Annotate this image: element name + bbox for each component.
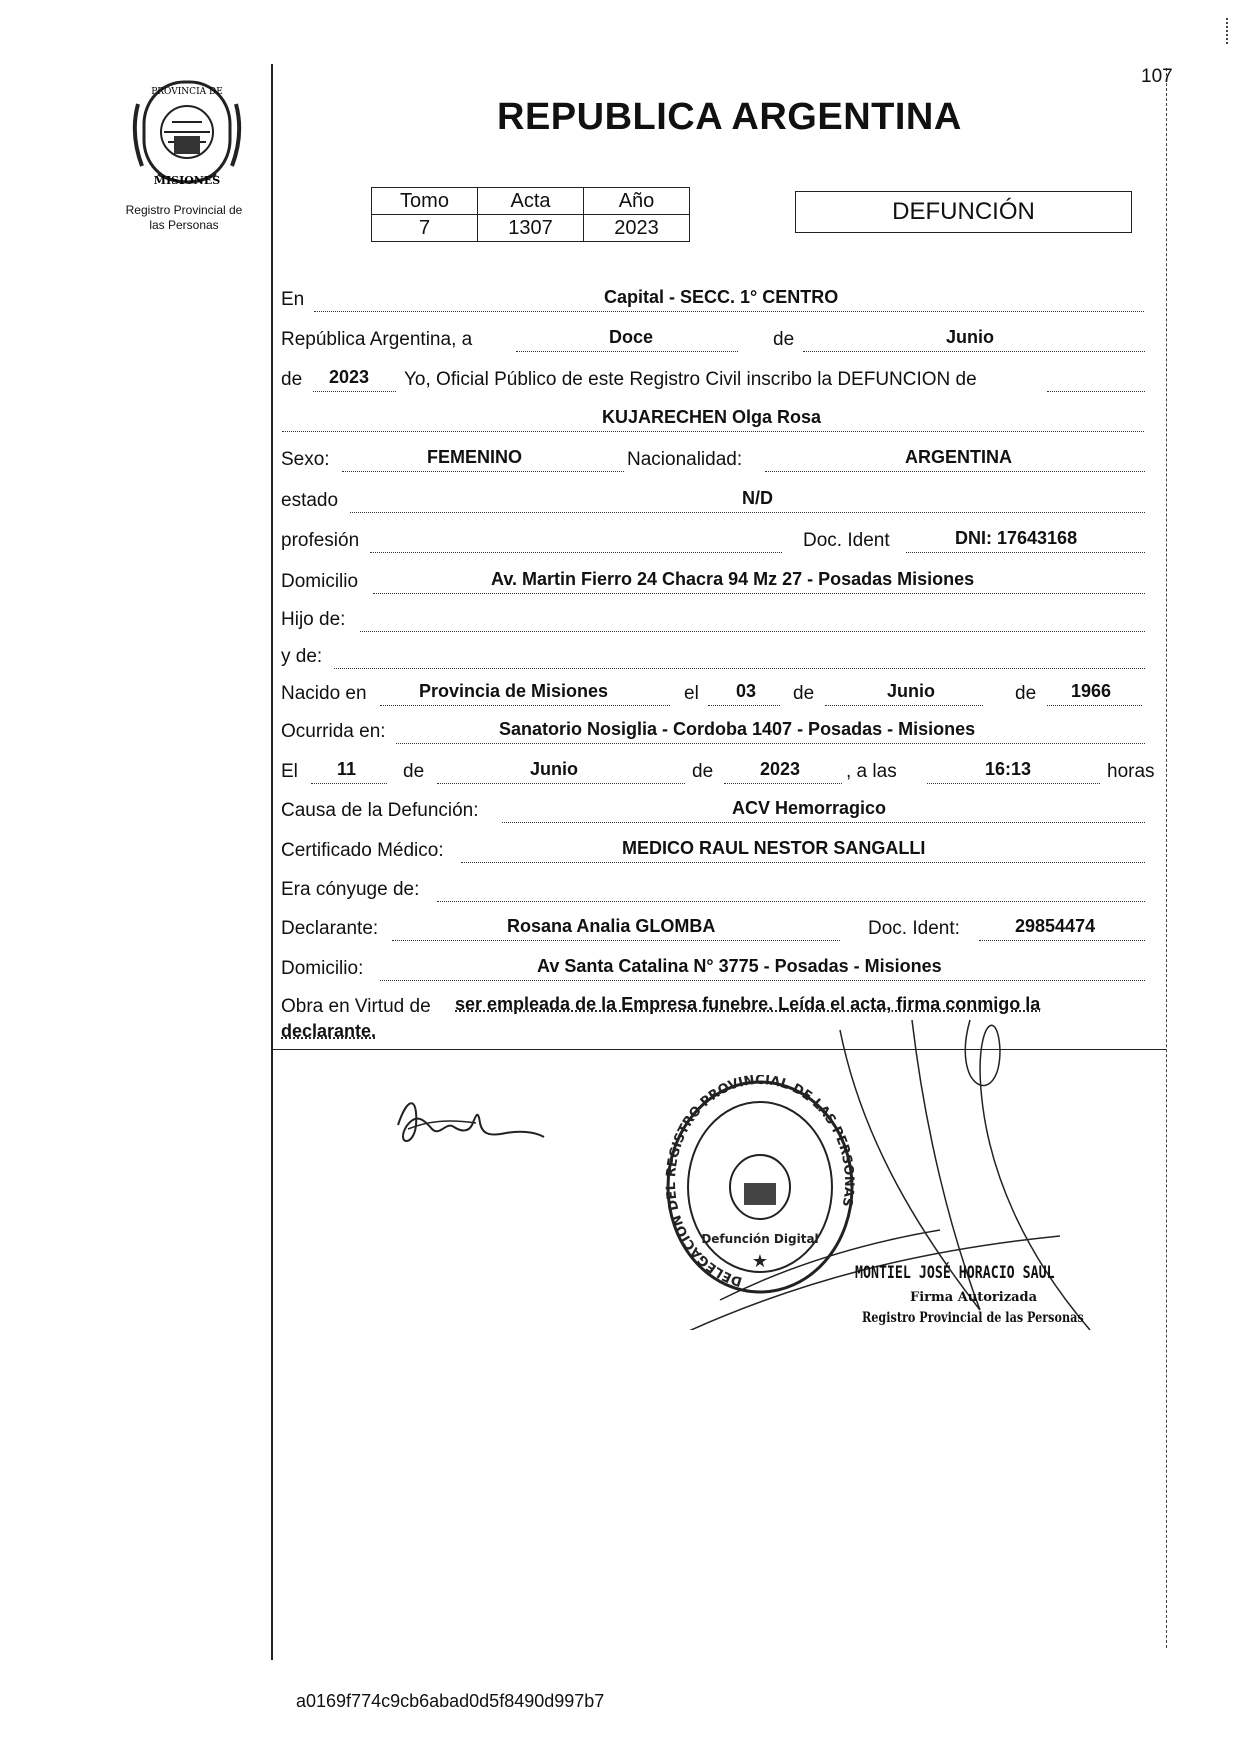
causa-value: ACV Hemorragico [732,798,887,818]
dotline [282,431,1144,432]
deceased-name: KUJARECHEN Olga Rosa [602,407,822,427]
record-table [371,187,690,242]
dotline [334,668,1145,669]
document-title: REPUBLICA ARGENTINA [497,96,962,138]
doc-ident2-label: Doc. Ident: [868,918,960,939]
document-hash: a0169f774c9cb6abad0d5f8490d997b7 [296,1691,605,1711]
declarante-label: Declarante: [281,918,379,939]
declarant-signature [388,1085,548,1165]
dotline [311,783,387,784]
official-role: Firma Autorizada [910,1290,1038,1305]
doc-ident-label: Doc. Ident [803,530,890,551]
registry-caption [104,203,264,233]
birth-day-value: 03 [736,681,757,701]
dotline [803,351,1145,352]
day-words-value: Doce [609,327,654,347]
dotline [437,901,1145,902]
dotline [502,822,1145,823]
dotline [370,552,782,553]
dotline [342,471,624,472]
de-label-6: de [692,761,714,782]
hijo-de-label: Hijo de: [281,609,346,630]
place-value: Capital - SECC. 1° CENTRO [604,287,839,307]
domicilio2-value: Av Santa Catalina N° 3775 - Posadas - Misiones [537,956,942,976]
dotline [1047,705,1142,706]
dotline [373,593,1145,594]
doc-ident-value: DNI: 17643168 [955,528,1078,548]
sexo-label: Sexo: [281,449,330,470]
seal-top-text: PROVINCIA DE [151,87,223,97]
month-value: Junio [946,327,994,347]
dotline [708,705,780,706]
record-header-tomo: Tomo [372,188,478,215]
conyuge-label: Era cónyuge de: [281,879,420,900]
province-seal-logo [128,74,246,194]
dotline [360,631,1145,632]
page-number: 107 [1141,66,1173,87]
ocurrida-label: Ocurrida en: [281,721,386,742]
ocurrida-en-value: Sanatorio Nosiglia - Cordoba 1407 - Posadas - Misiones [499,719,976,739]
official-office: Registro Provincial de las Personas [862,1310,1084,1326]
nacionalidad-label: Nacionalidad: [627,449,743,470]
certificado-value: MEDICO RAUL NESTOR SANGALLI [622,838,926,858]
birth-month-value: Junio [887,681,935,701]
dotline [380,980,1145,981]
stamp-inner-text: Defunción Digital [701,1232,819,1246]
inscribe-text: Yo, Oficial Público de este Registro Civil inscribo la DEFUNCION de [404,369,977,390]
a-las-label: , a las [846,761,897,782]
dotline [437,783,685,784]
de-label-3: de [793,683,815,704]
nacido-label: Nacido en [281,683,367,704]
seal-bottom-text: MISIONES [153,174,221,187]
dotline [825,705,983,706]
horas-label: horas [1107,761,1155,782]
declarante-value: Rosana Analia GLOMBA [507,916,716,936]
domicilio2-label: Domicilio: [281,958,364,979]
record-type-box: DEFUNCIÓN [795,191,1132,233]
dotline [313,391,396,392]
record-value-anio: 2023 [584,215,690,242]
obra-label: Obra en Virtud de [281,996,431,1017]
dotline [396,743,1145,744]
registry-caption-line1: Registro Provincial de [125,203,243,217]
nacionalidad-value: ARGENTINA [905,447,1012,467]
death-time-value: 16:13 [985,759,1032,779]
dotline [724,783,842,784]
obra-text-1: ser empleada de la Empresa funebre. Leída el acta, firma conmigo la [455,994,1041,1014]
record-value-tomo: 7 [372,215,478,242]
estado-label: estado [281,490,339,511]
dotline [765,471,1145,472]
record-header-anio: Año [584,188,690,215]
record-header-acta: Acta [478,188,584,215]
dotline [906,552,1145,553]
y-de-label: y de: [281,646,323,667]
dotline [979,940,1145,941]
death-month-value: Junio [530,759,578,779]
sexo-value: FEMENINO [427,447,523,467]
stamp-ring-text: DELEGACION DEL REGISTRO PROVINCIAL DE LAS PERSONAS [663,1075,857,1289]
birth-year-value: 1966 [1071,681,1112,701]
dotline [314,311,1144,312]
de-label-5: de [403,761,425,782]
causa-label: Causa de la Defunción: [281,800,479,821]
estado-value: N/D [742,488,773,508]
El-label: El [281,761,298,782]
dotline [380,705,670,706]
dotline [461,862,1145,863]
right-margin-line [1166,68,1167,1648]
el-label: el [684,683,699,704]
dotline [1047,391,1145,392]
certificado-label: Certificado Médico: [281,840,444,861]
profesion-label: profesión [281,530,360,551]
year-value: 2023 [329,367,370,387]
doc-ident2-value: 29854474 [1015,916,1096,936]
domicilio-label: Domicilio [281,571,359,592]
record-table-header-row [372,188,690,215]
dotline [927,783,1100,784]
dotline [350,512,1145,513]
record-value-acta: 1307 [478,215,584,242]
death-day-value: 11 [337,759,357,779]
de-label-1: de [773,329,795,350]
dotline [392,940,840,941]
republica-label: República Argentina, a [281,329,473,350]
death-year-value: 2023 [760,759,801,779]
en-label: En [281,289,305,310]
star-icon: ★ [751,1251,769,1272]
de-label-4: de [1015,683,1037,704]
obra-text-2: declarante. [281,1021,377,1041]
nacido-en-value: Provincia de Misiones [419,681,609,701]
de-label-2: de [281,369,303,390]
corner-mark [1226,18,1231,44]
domicilio-value: Av. Martin Fierro 24 Chacra 94 Mz 27 - Posadas Misiones [491,569,975,589]
dotline [516,351,738,352]
official-name: MONTIEL JOSÉ HORACIO SAUL [855,1263,1055,1283]
left-margin-line [271,64,273,1660]
registry-caption-line2: las Personas [149,218,219,232]
record-table-value-row [372,215,690,242]
